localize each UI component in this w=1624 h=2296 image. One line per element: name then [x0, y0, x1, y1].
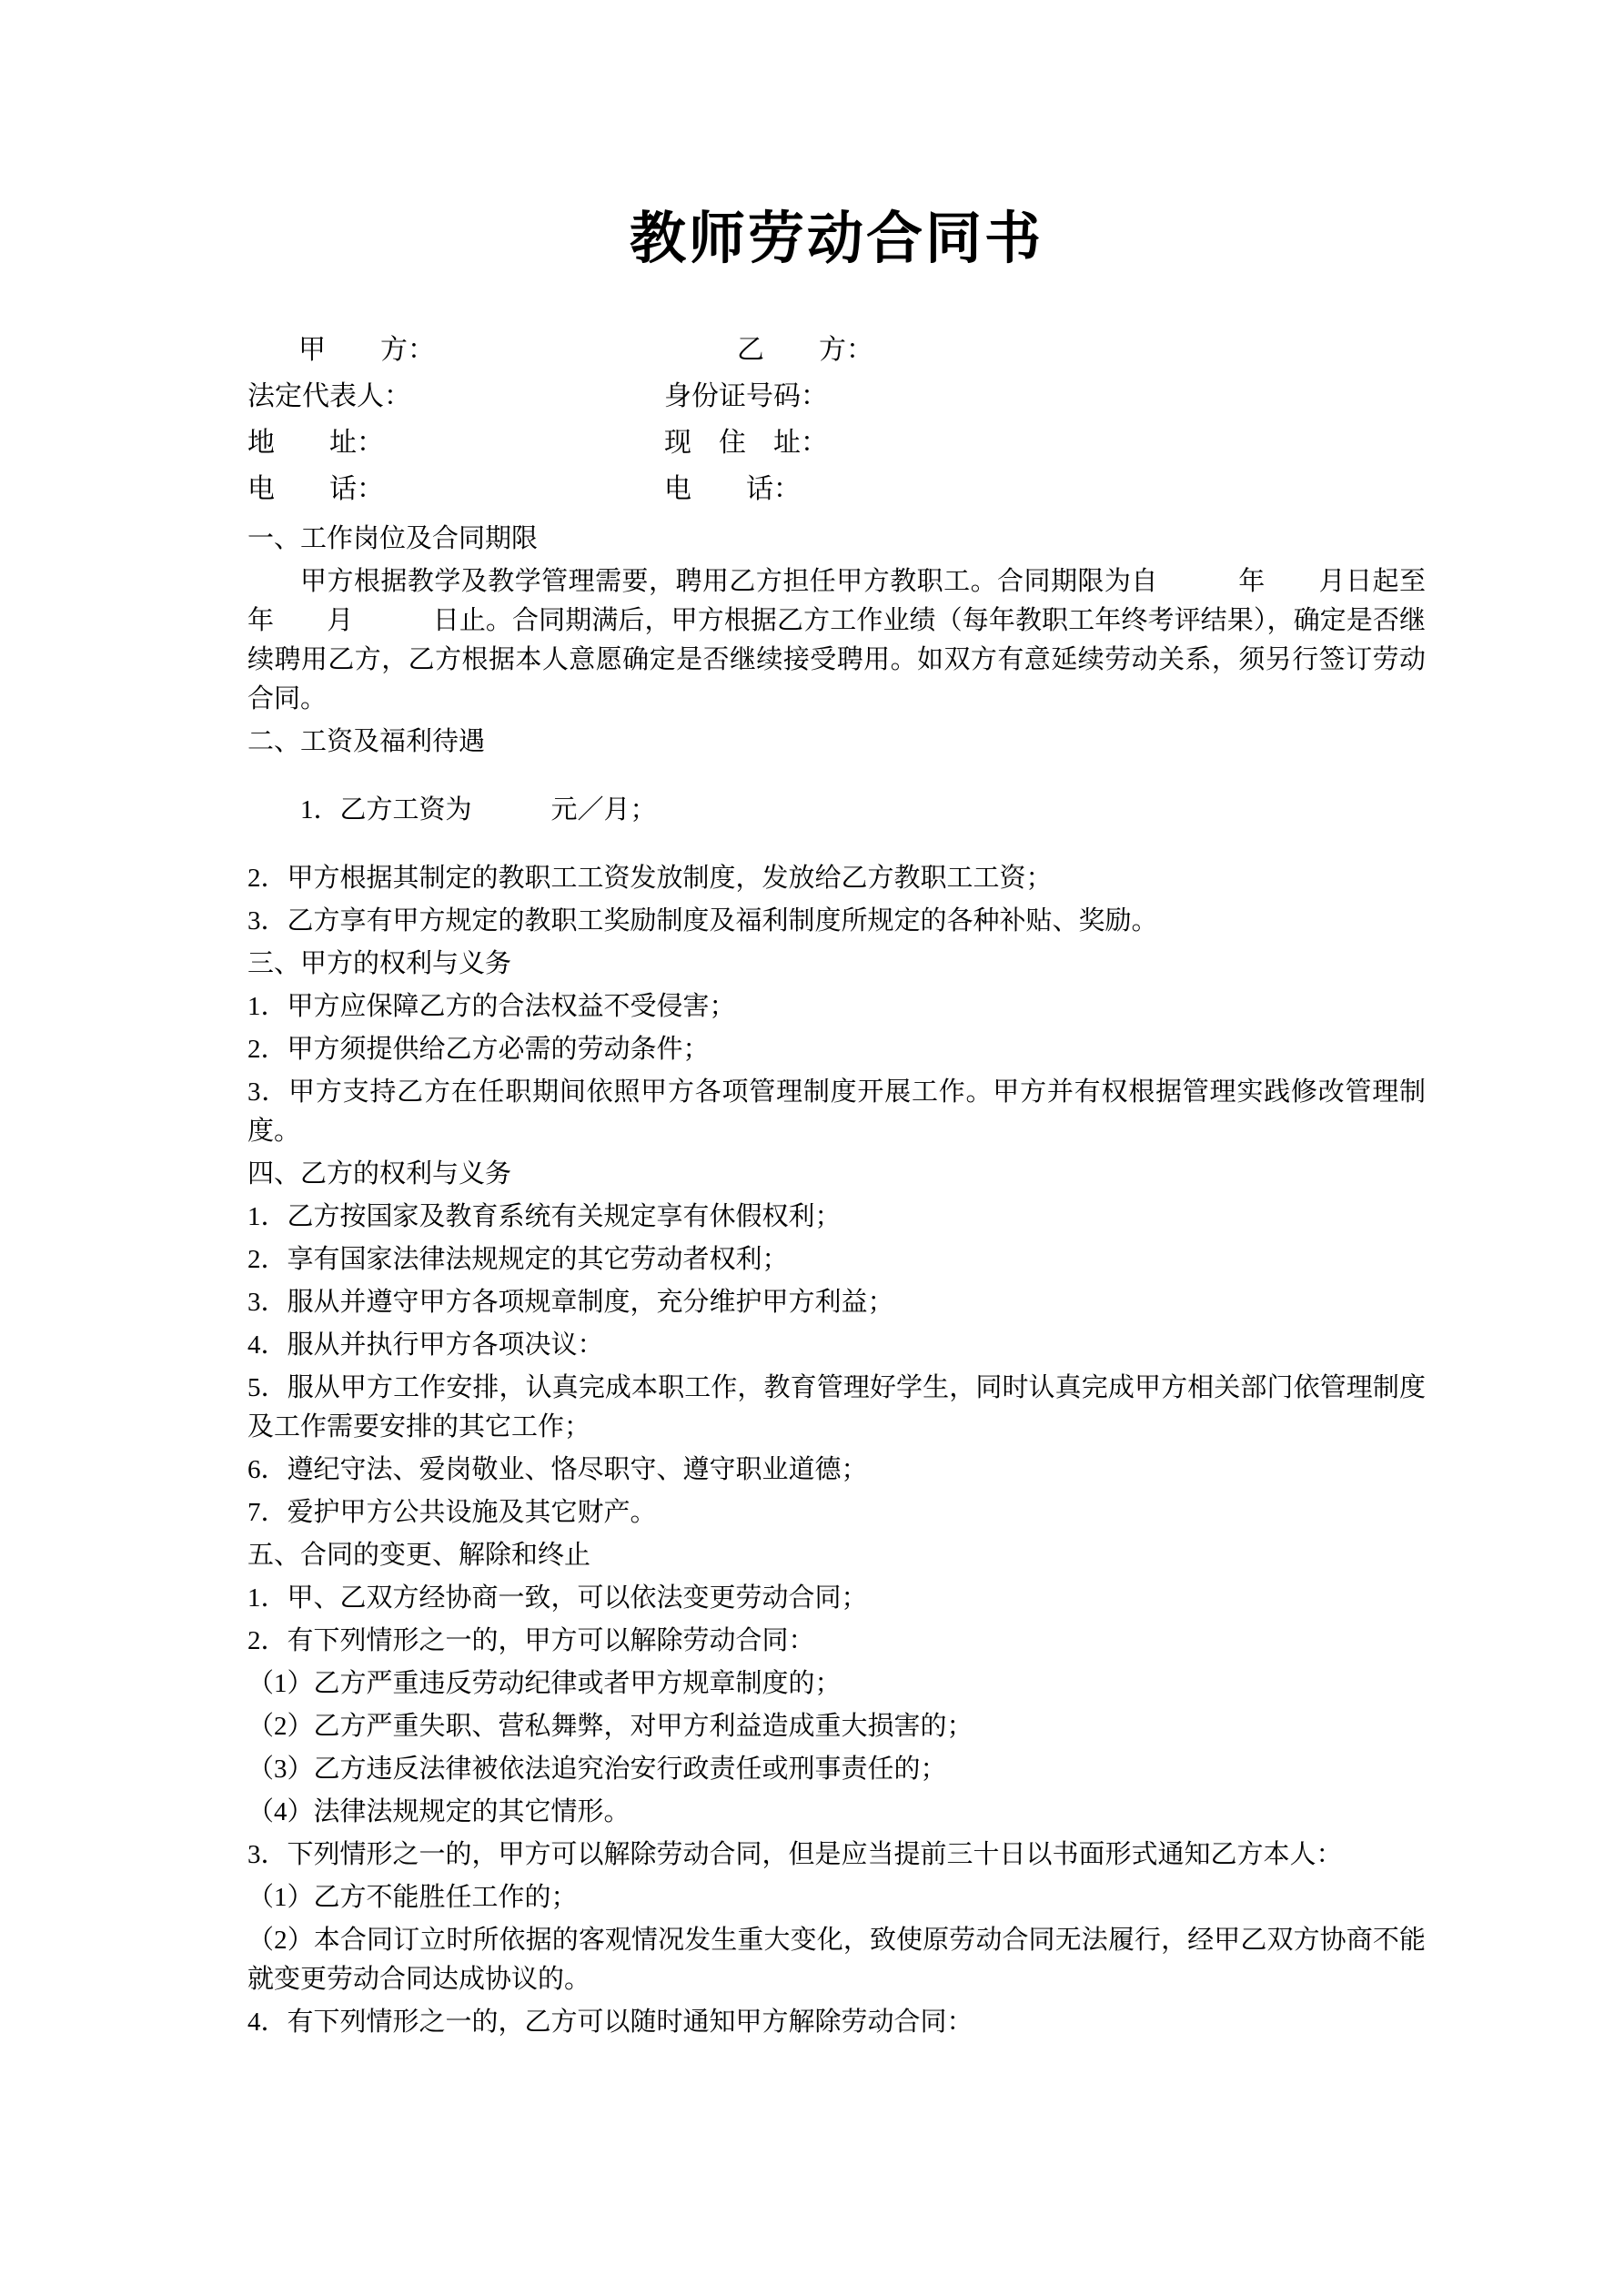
section-heading: 五、合同的变更、解除和终止	[247, 1541, 591, 1570]
contract-clause: 2．有下列情形之一的，甲方可以解除劳动合同：	[247, 1626, 815, 1655]
contract-clause: 1．乙方按国家及教育系统有关规定享有休假权利；	[247, 1202, 842, 1231]
contract-clause: （2）乙方严重失职、营私舞弊，对甲方利益造成重大损害的；	[247, 1712, 973, 1741]
contract-paragraph: 甲方根据教学及教学管理需要，聘用乙方担任甲方教职工。合同期限为自 年 月日起至 年 月 日止。合同期满后，甲方根据乙方工作业绩（每年教职工年终考评结果），确定是否继续聘用乙方，乙方根据本人意愿确定是否继续接受聘用。如双方有意延续劳动关系，须另行签订劳动合同。	[247, 567, 1506, 713]
contract-clause: 4．服从并执行甲方各项决议：	[247, 1330, 604, 1360]
salary-clause: 1．乙方工资为 元／月；	[300, 795, 657, 824]
field-label-right: 电 话：	[664, 474, 801, 504]
section-heading: 三、甲方的权利与义务	[247, 949, 512, 978]
field-label-right: 现 住 址：	[664, 428, 828, 458]
contract-clause: 3．下列情形之一的，甲方可以解除劳动合同，但是应当提前三十日以书面形式通知乙方本人：	[247, 1840, 1343, 1869]
contract-clause: 3．甲方支持乙方在任职期间依照甲方各项管理制度开展工作。甲方并有权根据管理实践修改管理制度。	[247, 1077, 1426, 1146]
contract-clause: （1）乙方严重违反劳动纪律或者甲方规章制度的；	[247, 1669, 842, 1698]
contract-clause: 4．有下列情形之一的，乙方可以随时通知甲方解除劳动合同：	[247, 2008, 973, 2037]
contract-clause: 3．服从并遵守甲方各项规章制度，充分维护甲方利益；	[247, 1288, 894, 1317]
field-label-left: 地 址：	[247, 428, 384, 458]
header-field-row	[247, 420, 1426, 466]
contract-body	[247, 520, 1506, 2042]
contract-clause: 1．甲、乙双方经协商一致，可以依法变更劳动合同；	[247, 1583, 868, 1613]
section-heading: 一、工作岗位及合同期限	[247, 524, 539, 553]
contract-clause: （3）乙方违反法律被依法追究治安行政责任或刑事责任的；	[247, 1755, 947, 1784]
contract-clause: 2．享有国家法律法规规定的其它劳动者权利；	[247, 1245, 789, 1274]
contract-clause: 5．服从甲方工作安排，认真完成本职工作，教育管理好学生，同时认真完成甲方相关部门依管理制度及工作需要安排的其它工作；	[247, 1373, 1426, 1441]
section-heading: 二、工资及福利待遇	[247, 727, 486, 756]
header-field-row	[247, 466, 1426, 512]
contract-clause: 2．甲方根据其制定的教职工工资发放制度，发放给乙方教职工工资；	[247, 864, 1053, 893]
header-field-row	[247, 373, 1426, 420]
contract-clause: （2）本合同订立时所依据的客观情况发生重大变化，致使原劳动合同无法履行，经甲乙双方协商不能就变更劳动合同达成协议的。	[247, 1926, 1426, 1994]
contract-clause: （1）乙方不能胜任工作的；	[247, 1883, 578, 1912]
contract-clause: 1．甲方应保障乙方的合法权益不受侵害；	[247, 992, 736, 1021]
contract-clause: 6．遵纪守法、爱岗敬业、恪尽职守、遵守职业道德；	[247, 1455, 868, 1484]
header-fields	[247, 327, 1426, 512]
contract-clause: 3．乙方享有甲方规定的教职工奖励制度及福利制度所规定的各种补贴、奖励。	[247, 906, 1158, 936]
field-label-left: 甲 方：	[298, 335, 435, 365]
contract-clause: （4）法律法规规定的其它情形。	[247, 1797, 630, 1826]
field-label-left: 法定代表人：	[247, 381, 411, 411]
section-heading: 四、乙方的权利与义务	[247, 1159, 512, 1188]
field-label-right: 乙 方：	[737, 335, 873, 365]
contract-clause: 2．甲方须提供给乙方必需的劳动条件；	[247, 1035, 710, 1064]
contract-clause: 7．爱护甲方公共设施及其它财产。	[247, 1498, 657, 1527]
header-field-row	[247, 327, 1426, 373]
field-label-left: 电 话：	[247, 474, 384, 504]
document-title: 教师劳动合同书	[629, 208, 1044, 270]
field-label-right: 身份证号码：	[664, 381, 828, 411]
